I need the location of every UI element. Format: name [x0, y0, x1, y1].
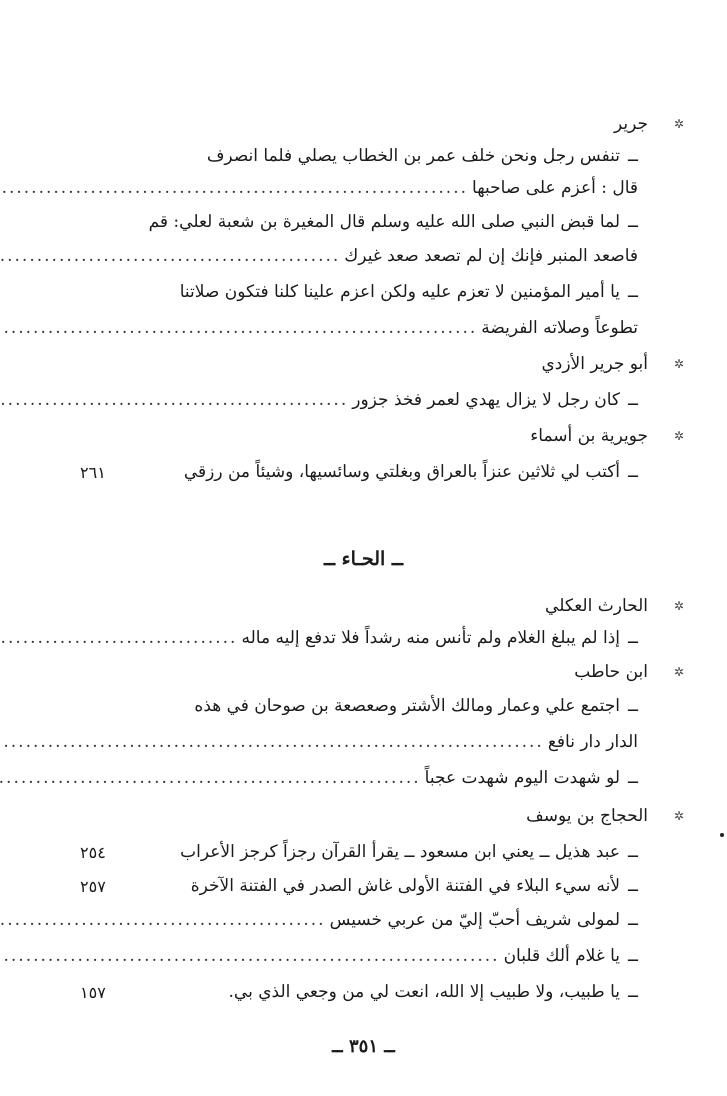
dot-leader — [0, 246, 344, 266]
dot-leader — [0, 946, 504, 966]
narrator-name: جرير — [614, 114, 648, 134]
narrator-name: الحارث العكلي — [545, 596, 648, 616]
entry-dash: ــ — [628, 696, 638, 716]
entry-dash: ــ — [628, 946, 638, 966]
quote-text: لأنه سيء البلاء في الفتنة الأولى غاش الصدر في الفتنة الآخرة — [190, 876, 621, 896]
narrator-name: الحجاج بن يوسف — [526, 806, 648, 826]
quote-text: يا غلام ألك قلبان — [503, 946, 621, 966]
entry-dash: ــ — [628, 876, 638, 896]
quote-text: يا طبيب، ولا طبيب إلا الله، انعت لي من وجعي الذي بي. — [228, 982, 621, 1002]
margin-mark — [720, 833, 724, 837]
star-bullet-icon: ✲ — [673, 665, 685, 679]
page-ref: ١٥٧ — [80, 982, 106, 1002]
entry-dash: ــ — [628, 842, 638, 862]
star-bullet-icon: ✲ — [673, 117, 685, 131]
narrator-name: ابن حاطب — [574, 662, 648, 682]
entry-dash: ــ — [628, 628, 638, 648]
quote-continuation — [80, 312, 690, 344]
entry-dash: ــ — [628, 768, 638, 788]
entry-dash: ــ — [628, 146, 638, 166]
entry-dash: ــ — [628, 282, 638, 302]
quote-text: إذا لم يبلغ الغلام ولم تأنس منه رشداً فلا تدفع إليه ماله — [241, 628, 621, 648]
quote-entry — [80, 836, 690, 868]
quote-continuation — [80, 726, 690, 758]
entry-dash: ــ — [628, 390, 638, 410]
dot-leader — [0, 628, 241, 648]
dot-leader — [0, 910, 330, 930]
quote-text: عبد هذيل ــ يعني ابن مسعود ــ يقرأ القرآن رجزاً كرجز الأعراب — [180, 842, 621, 862]
star-bullet-icon: ✲ — [673, 809, 685, 823]
quote-text: لمولى شريف أحبّ إليّ من عربي خسيس — [329, 910, 621, 930]
page-ref: ٢٥٧ — [80, 876, 106, 896]
narrator-name-row — [80, 420, 690, 452]
narrator-name: جويرية بن أسماء — [530, 426, 648, 446]
quote-text: أكتب لي ثلاثين عنزاً بالعراق وبغلتي وسائسيها، وشيئاً من رزقي — [183, 462, 621, 482]
narrator-name-row — [80, 108, 690, 140]
narrator-name-row — [80, 800, 690, 832]
star-bullet-icon: ✲ — [673, 599, 685, 613]
quote-entry — [80, 206, 690, 238]
quote-text: اجتمع علي وعمار ومالك الأشتر وصعصعة بن صوحان في هذه — [194, 696, 621, 716]
dot-leader — [0, 178, 472, 198]
narrator-name-row — [80, 656, 690, 688]
quote-continuation — [80, 240, 690, 272]
star-bullet-icon: ✲ — [673, 429, 685, 443]
page-number: ــ ٣٥١ ــ — [332, 1036, 395, 1057]
quote-continuation — [80, 172, 690, 204]
page-ref: ٢٥٤ — [80, 842, 106, 862]
quote-entry — [80, 384, 690, 416]
dot-leader — [0, 390, 352, 410]
quote-text-continued: قال : أعزم على صاحبها — [472, 178, 638, 198]
quote-text: كان رجل لا يزال يهدي لعمر فخذ جزور — [352, 390, 621, 410]
quote-entry — [80, 904, 690, 936]
dot-leader — [0, 732, 548, 752]
quote-text-continued: الدار دار نافع — [547, 732, 638, 752]
quote-entry — [80, 762, 690, 794]
entry-dash: ــ — [628, 212, 638, 232]
quote-text: تنفس رجل ونحن خلف عمر بن الخطاب يصلي فلما انصرف — [206, 146, 621, 166]
quote-text: يا أمير المؤمنين لا تعزم عليه ولكن اعزم علينا كلنا فتكون صلاتنا — [179, 282, 621, 302]
narrator-name-row — [80, 348, 690, 380]
quote-text: لما قبض النبي صلى الله عليه وسلم قال المغيرة بن شعبة لعلي: قم — [148, 212, 621, 232]
narrator-name-row — [80, 590, 690, 622]
quote-entry — [80, 940, 690, 972]
quote-text-continued: فاصعد المنبر فإنك إن لم تصعد صعد غيرك — [344, 246, 638, 266]
quote-entry — [80, 140, 690, 172]
star-bullet-icon: ✲ — [673, 357, 685, 371]
quote-text: لو شهدت اليوم شهدت عجباً — [424, 768, 621, 788]
quote-entry — [80, 976, 690, 1008]
entry-dash: ــ — [628, 982, 638, 1002]
narrator-name: أبو جرير الأزدي — [541, 354, 648, 374]
quote-entry — [80, 870, 690, 902]
quote-text-continued: تطوعاً وصلاته الفريضة — [481, 318, 638, 338]
dot-leader — [0, 318, 481, 338]
section-heading: ــ الحـاء ــ — [323, 548, 404, 570]
quote-entry — [80, 456, 690, 488]
entry-dash: ــ — [628, 910, 638, 930]
dot-leader — [0, 768, 425, 788]
quote-entry — [80, 622, 690, 654]
quote-entry — [80, 690, 690, 722]
entry-dash: ــ — [628, 462, 638, 482]
page-ref: ٢٦١ — [80, 462, 106, 482]
quote-entry — [80, 276, 690, 308]
